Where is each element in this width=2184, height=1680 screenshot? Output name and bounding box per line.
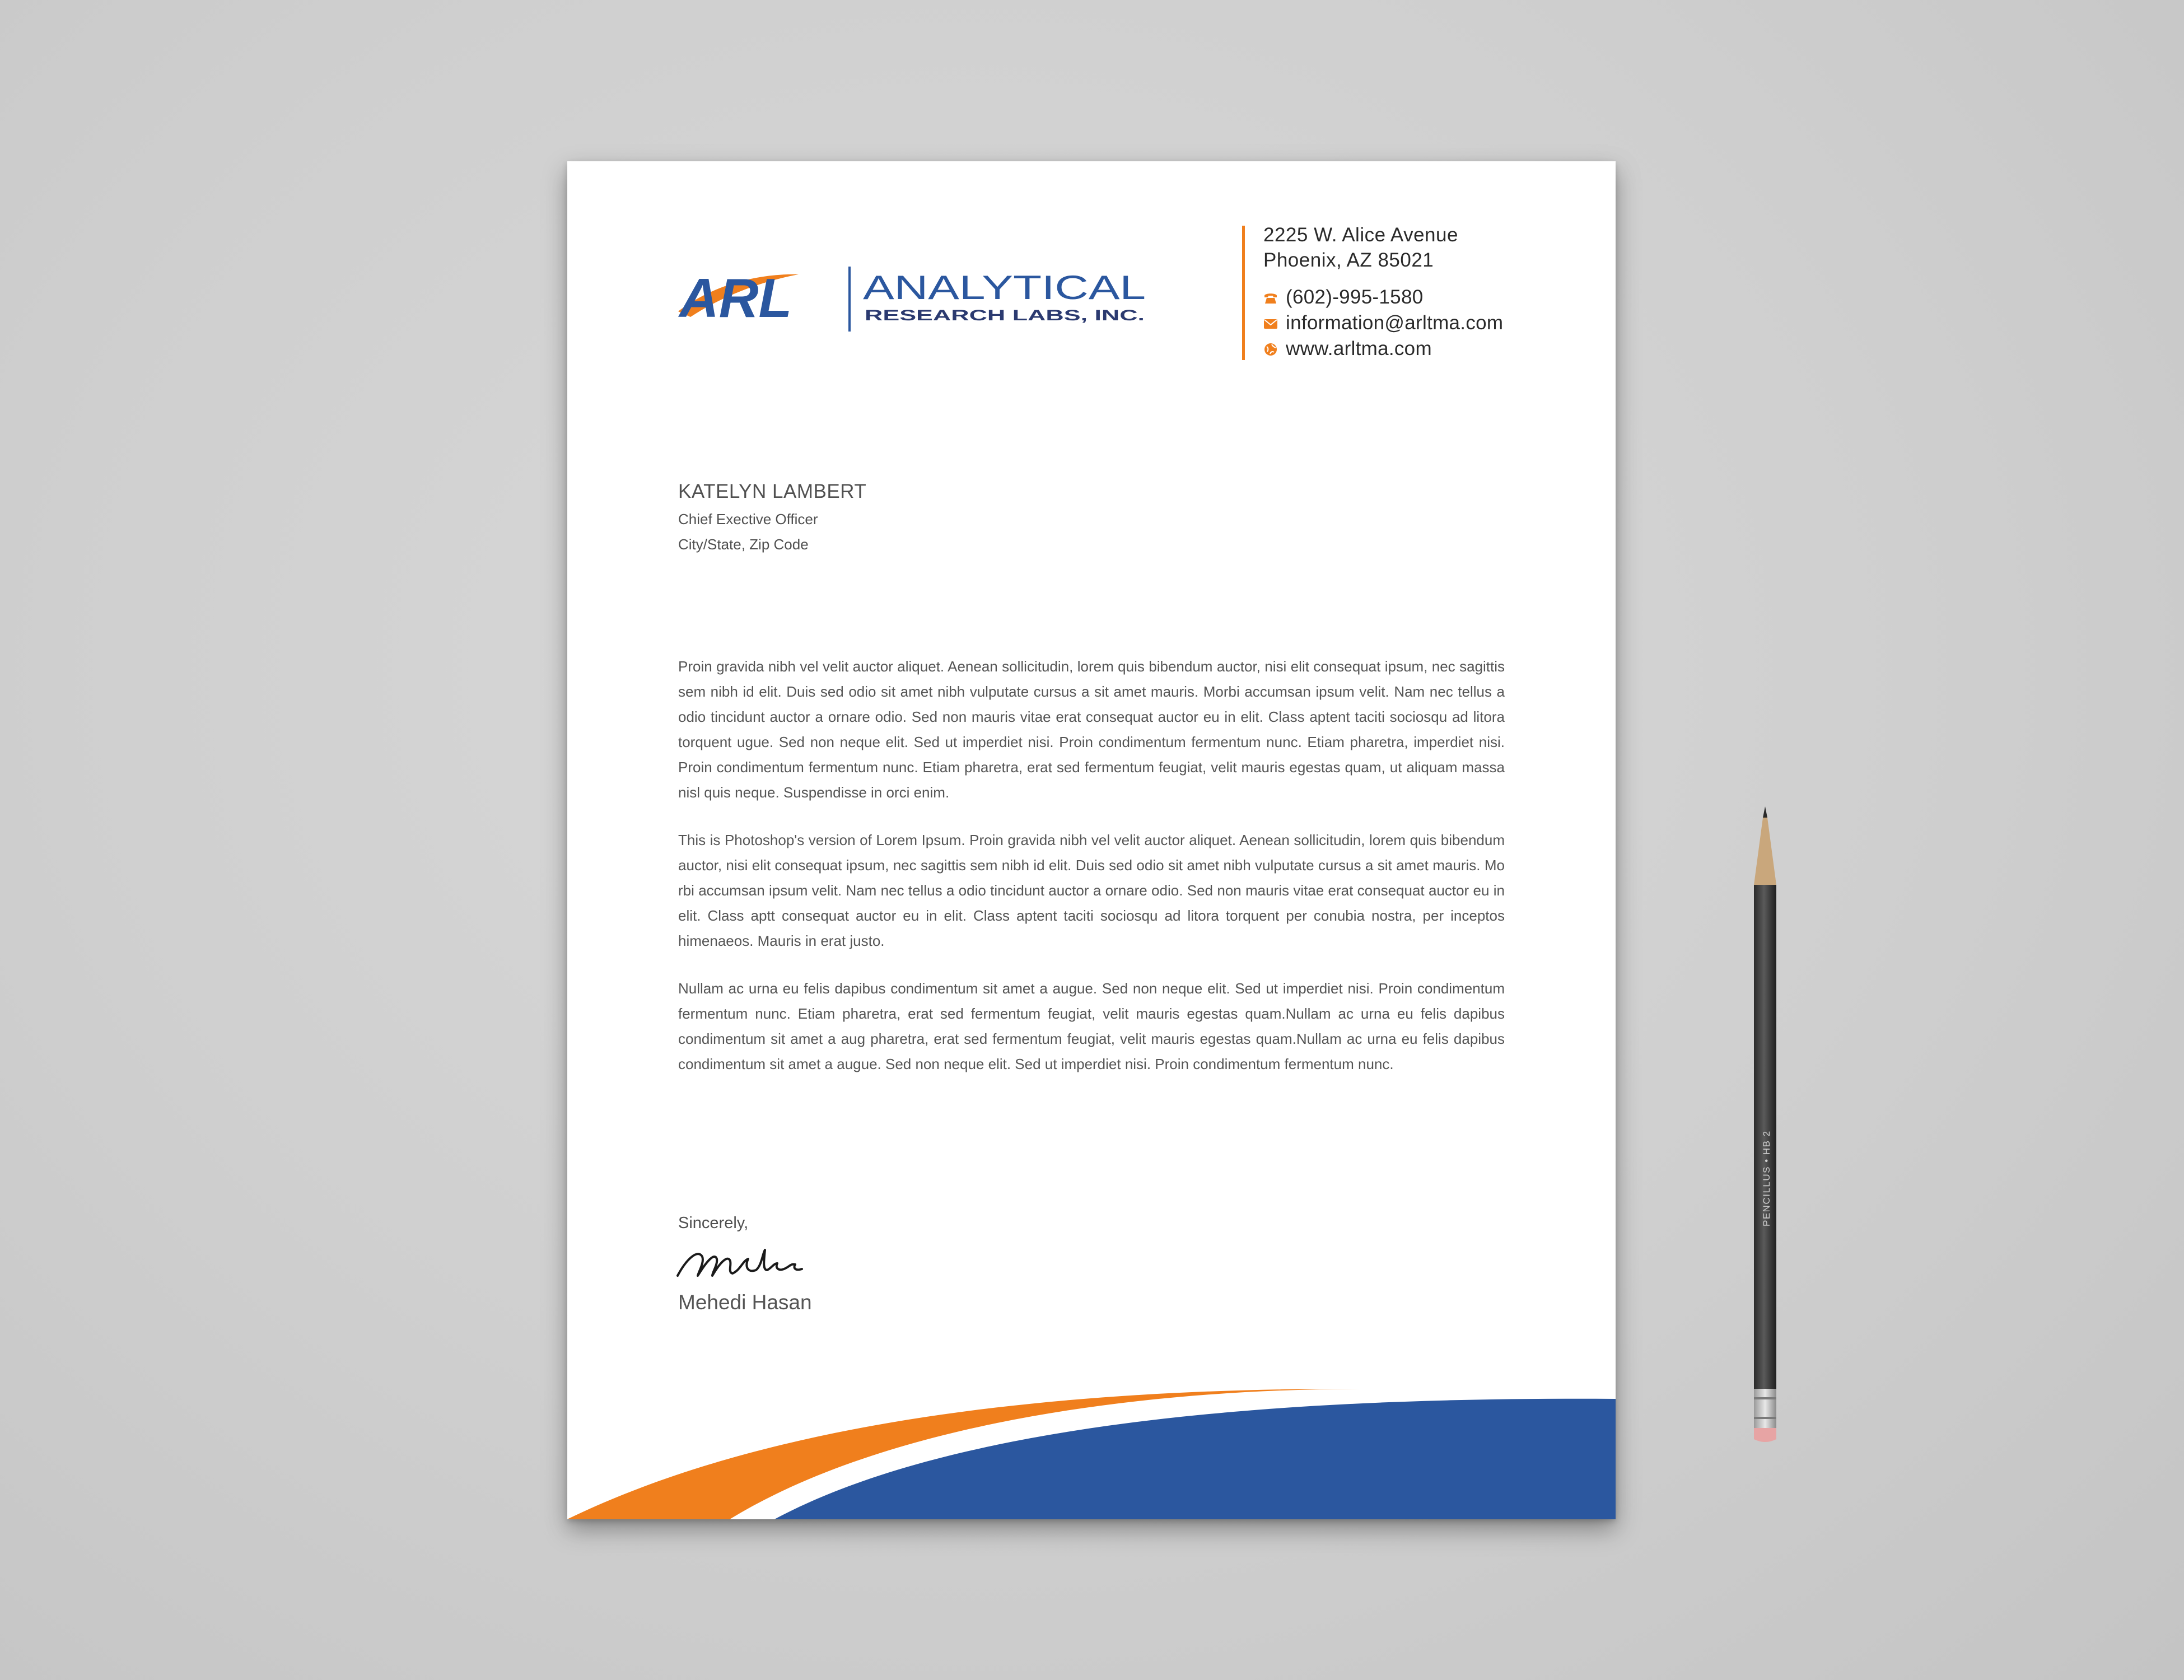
contact-phone: (602)-995-1580 [1286, 286, 1424, 308]
phone-icon [1263, 291, 1278, 305]
address-line-1: 2225 W. Alice Avenue [1263, 224, 1458, 246]
closing-salutation: Sincerely, [678, 1214, 749, 1232]
address-line-2: Phoenix, AZ 85021 [1263, 249, 1434, 271]
body-paragraph-2: This is Photoshop's version of Lorem Ipsum. Proin gravida nibh vel velit auctor aliquet. Aenean sollicitudin, lorem quis bibendum auctor, nisi elit consequat ipsum, nec sagittis sem nibh id elit. Duis sed odio sit amet nibh vulputate cursus a sit amet mauris. Mo rbi accumsan ipsum velit. Nam nec tellus a odio tincidunt auctor a ornare odio. Sed non mauris vitae erat consequat auctor eu in elit. Class aptt consequat auctor eu in elit. Class aptent taciti sociosqu ad litora torquent per conubia nostra, per inceptos himenaeos. Mauris in erat justo. [678, 832, 1505, 949]
logo-company-line2: RESEARCH LABS, INC. [865, 307, 1145, 324]
body-paragraph-3: Nullam ac urna eu felis dapibus condimentum sit amet a augue. Sed non neque elit. Sed ut imperdiet nisi. Proin condimentum fermentum nunc. Etiam pharetra, erat sed fermentum feugiat, velit mauris egestas quam.Nullam ac urna eu felis dapibus condimentum sit amet a aug pharetra, erat sed fermentum feugiat, velit mauris egestas quam.Nullam ac urna eu felis dapibus condimentum sit amet a augue. Sed non neque elit. Sed ut imperdiet nisi. Proin condimentum fermentum nunc. [678, 980, 1505, 1072]
envelope-icon [1263, 316, 1278, 331]
logo-divider [848, 267, 851, 332]
letterhead-paper [567, 161, 1616, 1519]
logo-company-line1: ANALYTICAL [863, 269, 1146, 306]
handwritten-signature [675, 1236, 810, 1287]
recipient-name: KATELYN LAMBERT [678, 480, 867, 502]
logo-monogram: ARL [679, 267, 792, 329]
company-logo [678, 262, 1149, 340]
signer-name: Mehedi Hasan [678, 1291, 812, 1314]
pencil-label: PENCILLUS • HB 2 [1761, 1130, 1772, 1226]
body-paragraph-1: Proin gravida nibh vel velit auctor aliquet. Aenean sollicitudin, lorem quis bibendum auctor, nisi elit consequat ipsum, nec sagittis sem nibh id elit. Duis sed odio sit amet nibh vulputate cursus a sit amet mauris. Morbi accumsan ipsum velit. Nam nec tellus a odio tincidunt auctor a ornare odio. Sed non mauris vitae erat consequat auctor eu in elit. Class aptent taciti sociosqu ad litora torquent ugue. Sed non neque elit. Sed ut imperdiet nisi. Proin condimentum fermentum nunc. Etiam pharetra, imperdiet nisi. Proin condimentum fermentum nunc. Etiam pharetra, erat sed fermentum feugiat, velit mauris egestas quam, ut aliquam massa nisl quis neque. Suspendisse in orci enim. [678, 658, 1505, 801]
recipient-title: Chief Exective Officer [678, 511, 818, 528]
globe-icon [1263, 342, 1278, 357]
recipient-location: City/State, Zip Code [678, 536, 809, 553]
footer-wave [567, 1315, 1616, 1519]
contact-email: information@arltma.com [1286, 312, 1504, 334]
contact-accent-bar [1242, 226, 1245, 360]
contact-website: www.arltma.com [1286, 338, 1432, 360]
